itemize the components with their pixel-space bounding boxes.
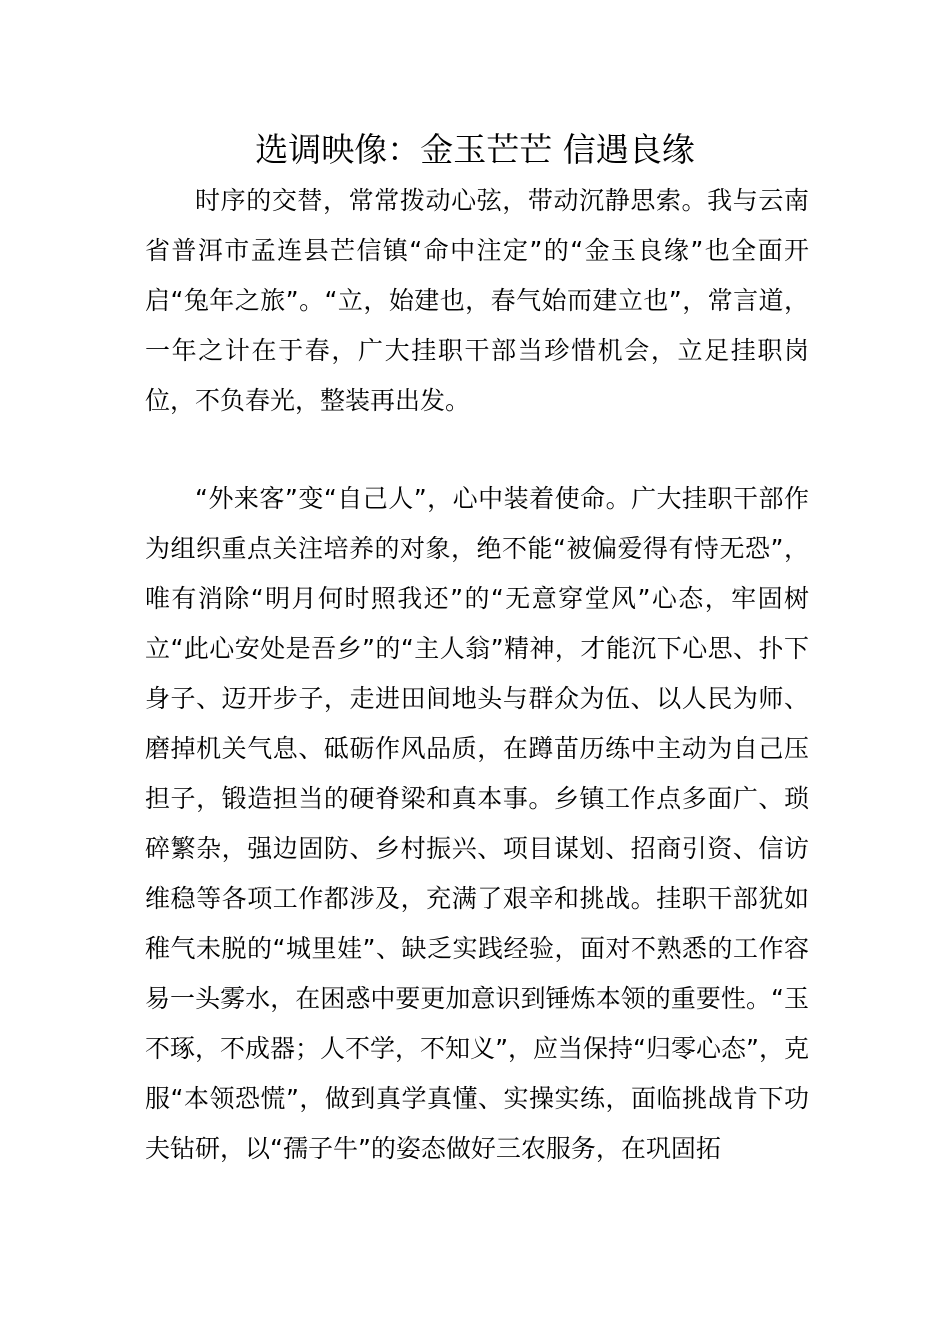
paragraph-1: 时序的交替，常常拨动心弦，带动沉静思索。我与云南省普洱市孟连县芒信镇“命中注定”的“金玉良缘”也全面开启“兔年之旅”。“立，始建也，春气始而建立也”，常言道，一年之计在于春，广大挂职干部当珍惜机会，立足挂职岗位，不负春光，整装再出发。 bbox=[145, 186, 809, 415]
paragraph-2: “外来客”变“自己人”，心中装着使命。广大挂职干部作为组织重点关注培养的对象，绝不能“被偏爱得有恃无恐”，唯有消除“明月何时照我还”的“无意穿堂风”心态，牢固树立“此心安处是吾乡”的“主人翁”精神，才能沉下心思、扑下身子、迈开步子，走进田间地头与群众为伍、以人民为师、磨掉机关气息、砥砺作风品质，在蹲苗历练中主动为自己压担子，锻造担当的硬脊梁和真本事。乡镇工作点多面广、琐碎繁杂，强边固防、乡村振兴、项目谋划、招商引资、信访维稳等各项工作都涉及，充满了艰辛和挑战。挂职干部犹如稚气未脱的“城里娃”、缺乏实践经验，面对不熟悉的工作容易一头雾水，在困惑中要更加意识到锤炼本领的重要性。“玉不琢，不成器；人不学，不知义”，应当保持“归零心态”，克服“本领恐慌”，做到真学真懂、实操实练，面临挑战肯下功夫钻研，以“孺子牛”的姿态做好三农服务，在巩固拓 bbox=[145, 484, 809, 1163]
document-title: 选调映像：金玉芒芒 信遇良缘 bbox=[255, 130, 695, 169]
